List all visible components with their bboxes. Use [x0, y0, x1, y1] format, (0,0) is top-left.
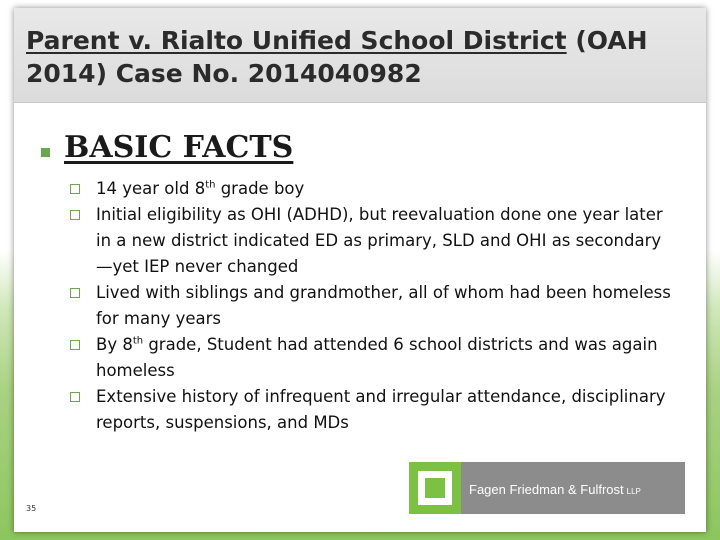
hollow-square-bullet-icon — [70, 392, 80, 402]
list-item: Lived with siblings and grandmother, all of whom had been homeless for many years — [96, 280, 676, 332]
fact-list — [96, 176, 676, 436]
case-name: Parent v. Rialto Unified School District — [26, 26, 567, 55]
hollow-square-bullet-icon — [70, 340, 80, 350]
logo-square-icon — [409, 462, 461, 514]
logo-firm-name: Fagen Friedman & Fulfrost — [469, 482, 624, 497]
title-rest: (OAH 2014) Case No. 2014040982 — [26, 26, 648, 88]
square-bullet-icon — [41, 148, 50, 157]
hollow-square-bullet-icon — [70, 288, 80, 298]
logo-text — [469, 482, 641, 497]
section-heading: BASIC FACTS — [64, 130, 294, 165]
list-item: Initial eligibility as OHI (ADHD), but reevaluation done one year later in a new district indicated ED as primary, SLD and OHI as secondary—yet IEP never changed — [96, 202, 676, 280]
slide — [14, 8, 706, 532]
hollow-square-bullet-icon — [70, 210, 80, 220]
hollow-square-bullet-icon — [70, 184, 80, 194]
title-bar — [14, 8, 706, 103]
logo-suffix: LLP — [626, 487, 641, 496]
list-item: 14 year old 8th grade boy — [96, 176, 676, 202]
list-item: Extensive history of infrequent and irregular attendance, disciplinary reports, suspensions, and MDs — [96, 384, 676, 436]
firm-logo — [409, 462, 685, 514]
page-number: 35 — [26, 504, 37, 513]
list-item: By 8th grade, Student had attended 6 school districts and was again homeless — [96, 332, 676, 384]
slide-title — [26, 24, 696, 90]
